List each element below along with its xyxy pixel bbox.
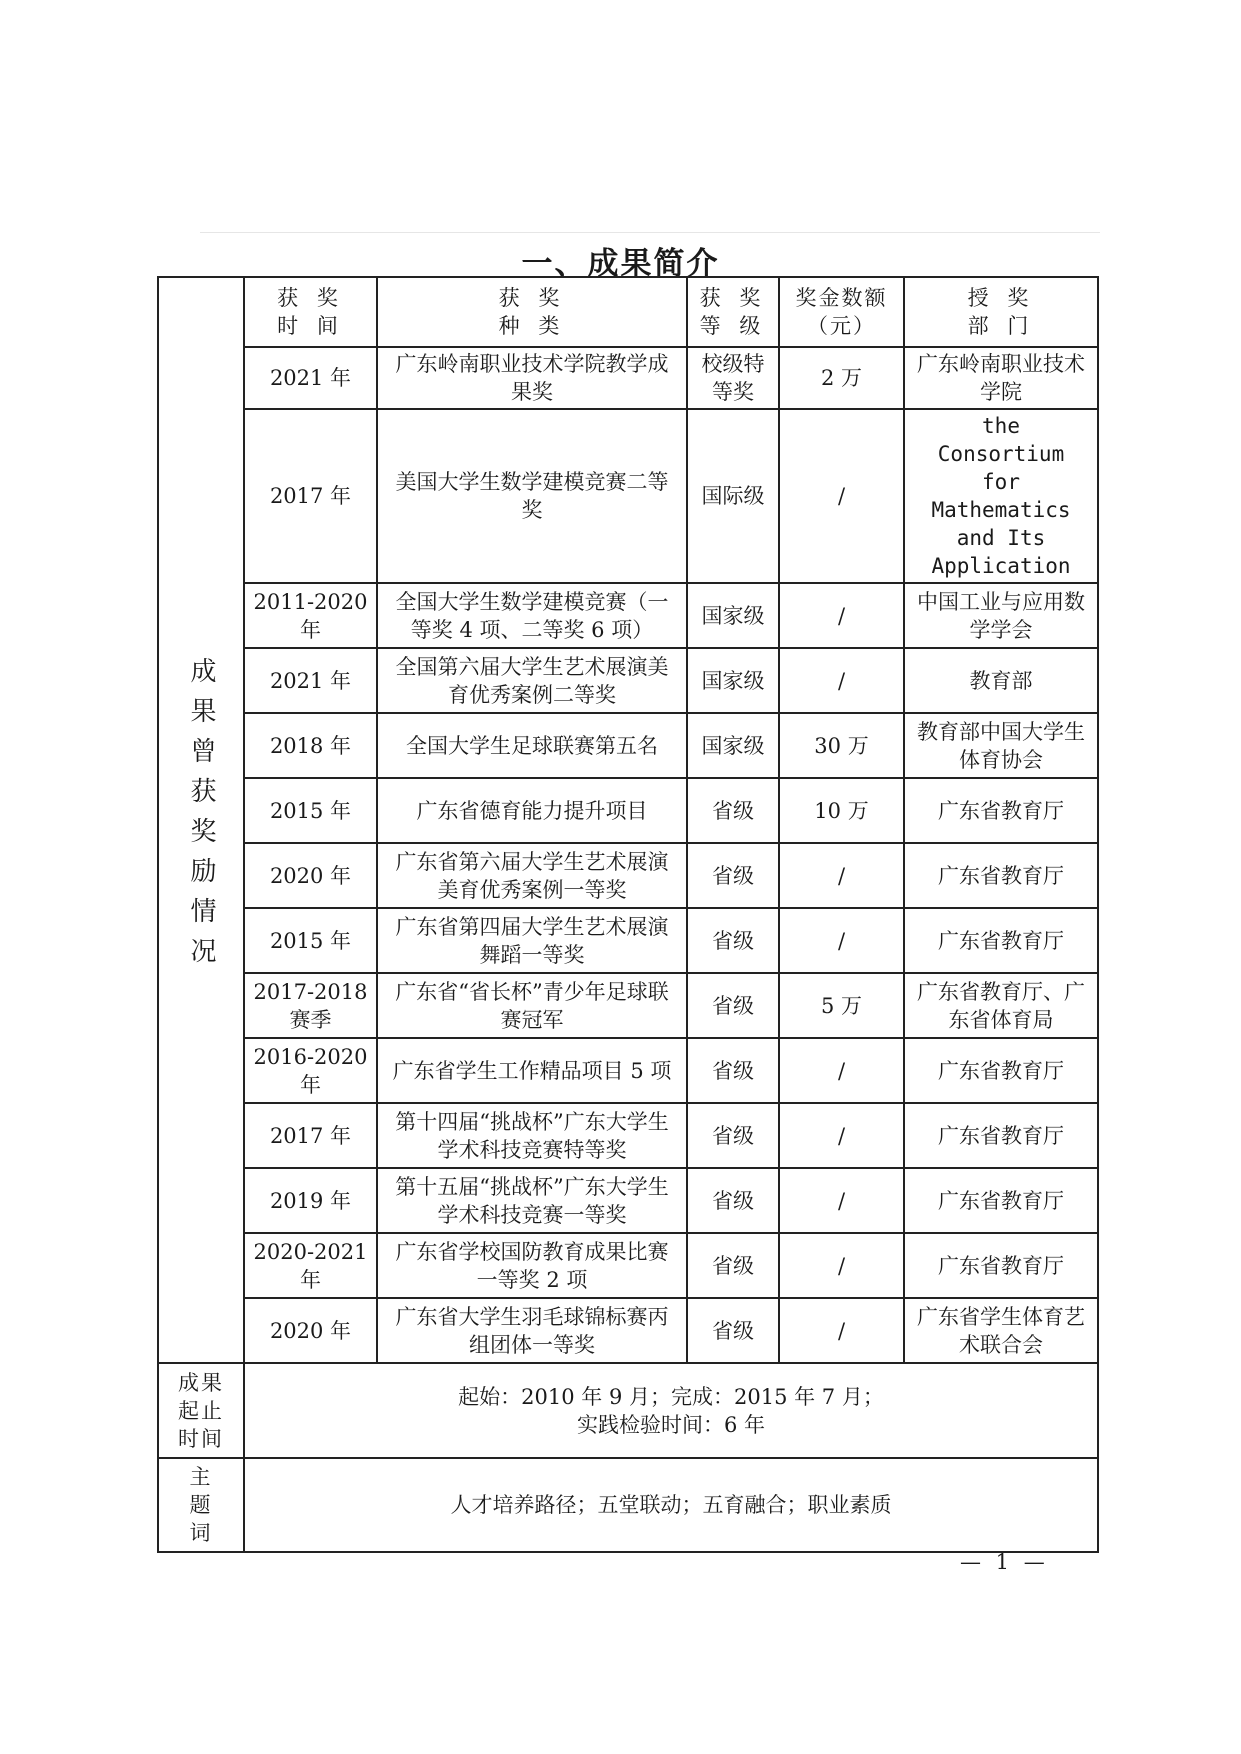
awards-table (157, 276, 1099, 1553)
award-type-cell: 广东省学校国防教育成果比赛一等奖 2 项 (377, 1233, 687, 1298)
category-label: 成果曾获奖励情况 (186, 656, 216, 977)
award-time-cell: 2021 年 (244, 648, 377, 713)
award-time-cell: 2017 年 (244, 409, 377, 583)
award-type-cell: 广东岭南职业技术学院教学成果奖 (377, 347, 687, 409)
award-time-cell: 2020-2021 年 (244, 1233, 377, 1298)
award-level-cell: 国家级 (687, 583, 779, 648)
keywords-label: 主题词 (158, 1458, 244, 1552)
award-time-cell: 2018 年 (244, 713, 377, 778)
table-row (158, 347, 1098, 409)
award-level-cell: 国家级 (687, 713, 779, 778)
table-row (158, 908, 1098, 973)
scan-artifact-line (200, 232, 1100, 233)
table-row (158, 778, 1098, 843)
award-time-cell: 2020 年 (244, 1298, 377, 1363)
award-dept-cell: 广东省教育厅 (904, 1038, 1098, 1103)
awards-table-body (158, 277, 1098, 1363)
award-type-cell: 第十五届“挑战杯”广东大学生学术科技竞赛一等奖 (377, 1168, 687, 1233)
award-type-cell: 全国大学生数学建模竞赛（一等奖 4 项、二等奖 6 项） (377, 583, 687, 648)
award-level-cell: 省级 (687, 843, 779, 908)
award-amount-cell: / (779, 648, 904, 713)
award-dept-cell: 教育部 (904, 648, 1098, 713)
award-amount-cell: 2 万 (779, 347, 904, 409)
award-time-cell: 2019 年 (244, 1168, 377, 1233)
table-row (158, 973, 1098, 1038)
header-amount: 奖金数额 （元） (779, 277, 904, 347)
award-level-cell: 省级 (687, 1233, 779, 1298)
award-type-cell: 全国第六届大学生艺术展演美育优秀案例二等奖 (377, 648, 687, 713)
header-level: 获 奖 等 级 (687, 277, 779, 347)
award-time-cell: 2020 年 (244, 843, 377, 908)
award-level-cell: 国际级 (687, 409, 779, 583)
award-amount-cell: / (779, 583, 904, 648)
category-cell (158, 277, 244, 1363)
award-time-cell: 2015 年 (244, 778, 377, 843)
page-number: — 1 — (960, 1550, 1049, 1574)
award-type-cell: 广东省第六届大学生艺术展演美育优秀案例一等奖 (377, 843, 687, 908)
award-dept-cell: 广东岭南职业技术学院 (904, 347, 1098, 409)
award-time-cell: 2011-2020 年 (244, 583, 377, 648)
award-amount-cell: / (779, 843, 904, 908)
award-type-cell: 广东省“省长杯”青少年足球联赛冠军 (377, 973, 687, 1038)
header-type: 获 奖 种 类 (377, 277, 687, 347)
award-time-cell: 2021 年 (244, 347, 377, 409)
award-type-cell: 广东省第四届大学生艺术展演舞蹈一等奖 (377, 908, 687, 973)
award-type-cell: 广东省学生工作精品项目 5 项 (377, 1038, 687, 1103)
award-time-cell: 2016-2020 年 (244, 1038, 377, 1103)
period-line-1: 起始：2010 年 9 月；完成：2015 年 7 月； (458, 1384, 884, 1409)
period-line-2: 实践检验时间：6 年 (576, 1412, 766, 1437)
award-time-cell: 2015 年 (244, 908, 377, 973)
award-dept-cell: 教育部中国大学生体育协会 (904, 713, 1098, 778)
table-row (158, 713, 1098, 778)
award-amount-cell: / (779, 908, 904, 973)
award-amount-cell: / (779, 1038, 904, 1103)
award-amount-cell: / (779, 1103, 904, 1168)
award-dept-cell: 广东省教育厅 (904, 1168, 1098, 1233)
award-level-cell: 省级 (687, 1168, 779, 1233)
award-type-cell: 第十四届“挑战杯”广东大学生学术科技竞赛特等奖 (377, 1103, 687, 1168)
header-dept: 授 奖 部 门 (904, 277, 1098, 347)
award-dept-cell: 广东省教育厅 (904, 778, 1098, 843)
header-time: 获 奖 时 间 (244, 277, 377, 347)
award-type-cell: 全国大学生足球联赛第五名 (377, 713, 687, 778)
table-row (158, 1103, 1098, 1168)
period-label: 成果起止时间 (158, 1363, 244, 1458)
table-row (158, 843, 1098, 908)
award-dept-cell: the Consortium for Mathematics and Its Application (904, 409, 1098, 583)
award-amount-cell: / (779, 409, 904, 583)
award-type-cell: 美国大学生数学建模竞赛二等奖 (377, 409, 687, 583)
award-time-cell: 2017-2018 赛季 (244, 973, 377, 1038)
award-type-cell: 广东省大学生羽毛球锦标赛丙组团体一等奖 (377, 1298, 687, 1363)
award-level-cell: 省级 (687, 1038, 779, 1103)
table-row (158, 1233, 1098, 1298)
award-dept-cell: 广东省学生体育艺术联合会 (904, 1298, 1098, 1363)
award-level-cell: 国家级 (687, 648, 779, 713)
award-type-cell: 广东省德育能力提升项目 (377, 778, 687, 843)
award-level-cell: 省级 (687, 908, 779, 973)
award-dept-cell: 广东省教育厅 (904, 1233, 1098, 1298)
award-dept-cell: 广东省教育厅 (904, 908, 1098, 973)
award-amount-cell: 5 万 (779, 973, 904, 1038)
table-header-row (158, 277, 1098, 347)
award-dept-cell: 广东省教育厅 (904, 843, 1098, 908)
period-value (244, 1363, 1098, 1458)
table-row (158, 1038, 1098, 1103)
table-row (158, 1298, 1098, 1363)
award-level-cell: 省级 (687, 1298, 779, 1363)
keywords-value: 人才培养路径；五堂联动；五育融合；职业素质 (244, 1458, 1098, 1552)
award-dept-cell: 广东省教育厅、广东省体育局 (904, 973, 1098, 1038)
award-level-cell: 校级特等奖 (687, 347, 779, 409)
period-row (158, 1363, 1098, 1458)
footer-rows (158, 1363, 1098, 1552)
award-amount-cell: / (779, 1168, 904, 1233)
award-time-cell: 2017 年 (244, 1103, 377, 1168)
table-row (158, 583, 1098, 648)
table-row (158, 409, 1098, 583)
award-level-cell: 省级 (687, 778, 779, 843)
award-amount-cell: / (779, 1298, 904, 1363)
table-row (158, 648, 1098, 713)
award-amount-cell: 30 万 (779, 713, 904, 778)
award-level-cell: 省级 (687, 1103, 779, 1168)
keywords-row (158, 1458, 1098, 1552)
award-amount-cell: 10 万 (779, 778, 904, 843)
award-level-cell: 省级 (687, 973, 779, 1038)
table-row (158, 1168, 1098, 1233)
award-dept-cell: 广东省教育厅 (904, 1103, 1098, 1168)
award-amount-cell: / (779, 1233, 904, 1298)
page-title: 一、成果简介 (521, 246, 720, 282)
award-dept-cell: 中国工业与应用数学学会 (904, 583, 1098, 648)
